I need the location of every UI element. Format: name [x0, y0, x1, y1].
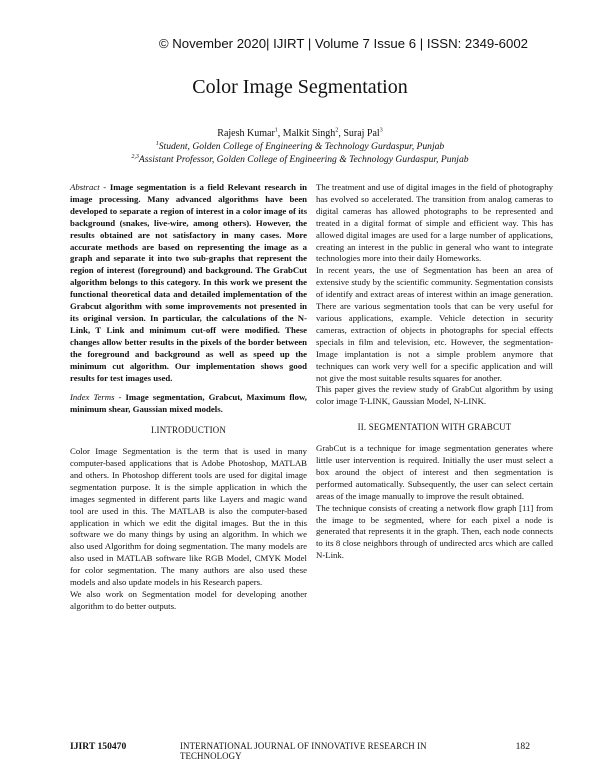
grabcut-paragraph: The technique consists of creating a network flow graph [11] from the image to be segmented, where for each pixel a node is generated that represents it in the graph. Then, each node connects to its 8 close neighbors through of undirected arcs which are called N-Link. [316, 502, 553, 561]
section-heading-introduction: I.INTRODUCTION [150, 425, 227, 436]
author-name: Rajesh Kumar [217, 128, 275, 139]
author-sup: 1 [274, 127, 278, 134]
author-sup: 3 [379, 127, 383, 134]
affiliation-text: Assistant Professor, Golden College of Engineering & Technology Gurdaspur, Punjab [138, 154, 469, 165]
index-terms-text: Image segmentation, Grabcut, Maximum flow, minimum shear, Gaussian mixed models. [70, 392, 307, 415]
affiliation-sup: 2,3 [131, 153, 139, 160]
intro-paragraph: We also work on Segmentation model for developing another algorithm to do better outputs. [70, 589, 307, 611]
intro-paragraph: Color Image Segmentation is the term that is used in many computer-based applications that is Adobe Photoshop, MATLAB and others. In Photoshop different tools are used for digital image segmentation purpose. It is the simple application in which the images segmented in different parts like Layers and magic wand tool are used in this. The MATLAB is also the computer-based application in which we edit the digital images. But the in this software we do many things by using an algorithm. In which we also used Algorithm for doing segmentation. The many models are also used in MATLAB software like RGB Model, CMYK Model for color segmentation. The many authors are also used these models and also update models in his Research papers. [70, 446, 307, 588]
left-column [70, 182, 307, 613]
grabcut-paragraph: GrabCut is a technique for image segmentation generates where little user intervention is required. Initially the user must select a box around the object of interest and then segmentation is performed automatically. Subsequently, the user can select certain areas of the image manually to improve the result obtained. [316, 443, 553, 501]
body-paragraph: The treatment and use of digital images in the field of photography has evolved so accelerated. The transition from analog cameras to digital cameras has allowed photographs to be represented and treated in a digital format of simple and efficient way. This has allowed digital images are used for a large number of applications, creating an interest in the public in general who want to integrate technologies more into their daily Homeworks. [316, 182, 553, 264]
abstract-text: Image segmentation is a field Relevant research in image processing. Many advanced algorithms have been developed to separate a region of interest in a color image of its background (snakes, live-wire, among others). However, the results obtained are not satisfactory in many cases. More accurate methods are based on representing the image as a graph and separate it into two sub-graphs that represent the region of interest (foreground) and background. The GrabCut algorithm belongs to this category. In this work we present the functional theoretical data and detailed implementation of the Grabcut algorithm with some improvements not presented in its original version. In particular, the calculations of the N-Link, T Link and minimum cut-off were modified. These changes allow better results in the pixels of the border between the foreground and background as well as speed up the minimum cut algorithm. Our implementation shows good results for test images used. [70, 182, 307, 383]
paper-title: Color Image Segmentation [192, 76, 408, 98]
body-paragraph: In recent years, the use of Segmentation has been an area of extensive study by the scientific community. Segmentation consists of identify and extract areas of interest within an image generation. There are various segmentation tools that can be very useful for various applications, example. Vehicle detection in security cameras, extraction of objects in photographs for special effects specials in film and television, etc. However, the segmentation-Image implantation is not a simple problem anymore that techniques can work very well for a specific application and will not give the most suitable results squares for another. [316, 265, 553, 383]
affiliation [0, 140, 600, 153]
footer-journal-name: INTERNATIONAL JOURNAL OF INNOVATIVE RESEARCH IN TECHNOLOGY [180, 741, 427, 761]
journal-header: © November 2020| IJIRT | Volume 7 Issue 6 | ISSN: 2349-6002 [158, 36, 528, 51]
abstract [70, 182, 307, 384]
affiliation-text: Student, Golden College of Engineering & Technology Gurdaspur, Punjab [158, 141, 445, 152]
affiliation-sup: 1 [155, 140, 159, 147]
page-footer [70, 741, 530, 761]
section-heading-grabcut: II. SEGMENTATION WITH GRABCUT [357, 422, 512, 433]
author-sup: 2 [335, 127, 339, 134]
abstract-label: Abstract - [70, 182, 110, 192]
index-terms [70, 392, 307, 416]
affiliation [0, 153, 600, 166]
author-block [0, 127, 600, 166]
footer-page-number: 182 [515, 741, 530, 752]
author-name: Malkit Singh [282, 128, 336, 139]
footer-paper-id: IJIRT 150470 [70, 741, 127, 752]
author-name: Suraj Pal [343, 128, 380, 139]
body-paragraph: This paper gives the review study of GrabCut algorithm by using color image T-LINK, Gaussian Model, N-LINK. [316, 384, 553, 407]
author-names: Rajesh Kumar$^1$, Malkit Singh$^2$, Suraj Pal$^3$ [217, 127, 383, 139]
right-column [316, 182, 553, 562]
index-terms-label: Index Terms - [70, 392, 126, 403]
